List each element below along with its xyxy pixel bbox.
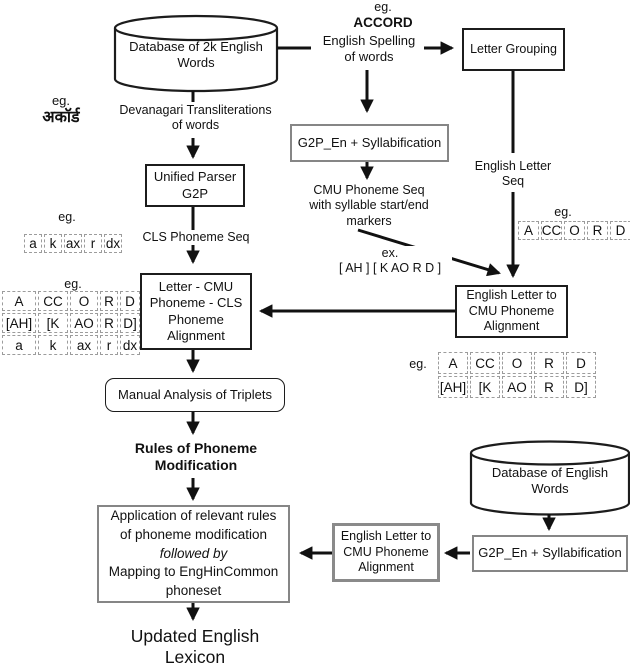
- cell: A: [2, 291, 36, 311]
- cell: CC: [38, 291, 68, 311]
- cell: D: [566, 352, 596, 374]
- cell: R: [100, 313, 118, 333]
- cell: R: [534, 352, 564, 374]
- example-letter-seq-eg: eg.: [554, 205, 572, 219]
- cls-phoneme-seq-label: CLS Phoneme Seq: [137, 230, 255, 245]
- updated-english-lexicon-label: Updated English Lexicon: [130, 626, 260, 666]
- cell: [AH]: [2, 313, 36, 333]
- devanagari-transliterations-label: Devanagari Transliterations of words: [119, 103, 272, 133]
- phoneme-cell: k: [44, 234, 62, 253]
- cell: [K: [470, 376, 500, 398]
- cell: k: [38, 335, 68, 355]
- letter-cell: A: [518, 221, 539, 240]
- example-pair-eg: eg.: [409, 357, 427, 371]
- phoneme-cell: r: [84, 234, 102, 253]
- cell: A: [438, 352, 468, 374]
- cell: CC: [470, 352, 500, 374]
- english-spelling-label: English Spelling of words: [322, 33, 416, 64]
- letter-cell: O: [564, 221, 585, 240]
- cell: a: [2, 335, 36, 355]
- manual-analysis-box: Manual Analysis of Triplets: [105, 378, 285, 412]
- phoneme-cell: ax: [65, 236, 81, 251]
- phoneme-cell: a: [24, 234, 42, 253]
- cell: D]: [566, 376, 596, 398]
- cell: AO: [70, 313, 98, 333]
- letter-cell: CC: [541, 223, 562, 238]
- english-letter-cmu-alignment-box-1: English Letter to CMU Phoneme Alignment: [455, 285, 568, 338]
- cell: ax: [70, 335, 98, 355]
- cell: R: [100, 291, 118, 311]
- cell: O: [502, 352, 532, 374]
- cell: D: [120, 291, 140, 311]
- cell: r: [100, 335, 118, 355]
- english-letter-cmu-alignment-box-2: English Letter to CMU Phoneme Alignment: [332, 523, 440, 582]
- cell: D]: [120, 313, 140, 333]
- phoneme-cell: dx: [105, 236, 121, 251]
- cell: R: [534, 376, 564, 398]
- unified-parser-g2p-box: Unified Parser G2P: [145, 164, 245, 207]
- cls-phoneme-example-row: [24, 234, 122, 253]
- letter-seq-example-row: [518, 221, 630, 240]
- cell: O: [70, 291, 98, 311]
- example-cls-eg: eg.: [58, 210, 76, 224]
- ex-ah-kaord-label: ex. [ AH ] [ K AO R D ]: [328, 246, 452, 277]
- letter-cell: R: [587, 221, 608, 240]
- cell: [AH]: [438, 376, 468, 398]
- example-devanagari: eg. अकॉर्ड: [42, 93, 80, 126]
- letter-grouping-box: Letter Grouping: [462, 28, 565, 71]
- application-of-rules-box: Application of relevant rules of phoneme modification followed by Mapping to EngHinCommon phoneset: [97, 505, 290, 603]
- cell: [K: [38, 313, 68, 333]
- letter-cell: D: [610, 221, 630, 240]
- example-accord: eg. ACCORD: [353, 0, 413, 31]
- rules-of-phoneme-modification-label: Rules of Phoneme Modification: [134, 440, 258, 474]
- english-letter-seq-label: English Letter Seq: [468, 159, 558, 190]
- g2p-en-syllabification-box-2: G2P_En + Syllabification: [472, 535, 628, 572]
- database-2k-label: Database of 2k English Words: [129, 39, 263, 70]
- example-triplet-eg: eg.: [64, 277, 82, 291]
- pair-alignment-table: [438, 352, 596, 398]
- cell: AO: [502, 376, 532, 398]
- letter-cmu-cls-alignment-box: Letter - CMU Phoneme - CLS Phoneme Alignment: [140, 273, 252, 350]
- triplet-alignment-table: [2, 291, 140, 355]
- database-english-label: Database of English Words: [491, 465, 609, 496]
- cmu-phoneme-seq-label: CMU Phoneme Seq with syllable start/end markers: [309, 183, 429, 228]
- g2p-en-syllabification-box-1: G2P_En + Syllabification: [290, 124, 449, 162]
- cell: dx: [120, 335, 140, 355]
